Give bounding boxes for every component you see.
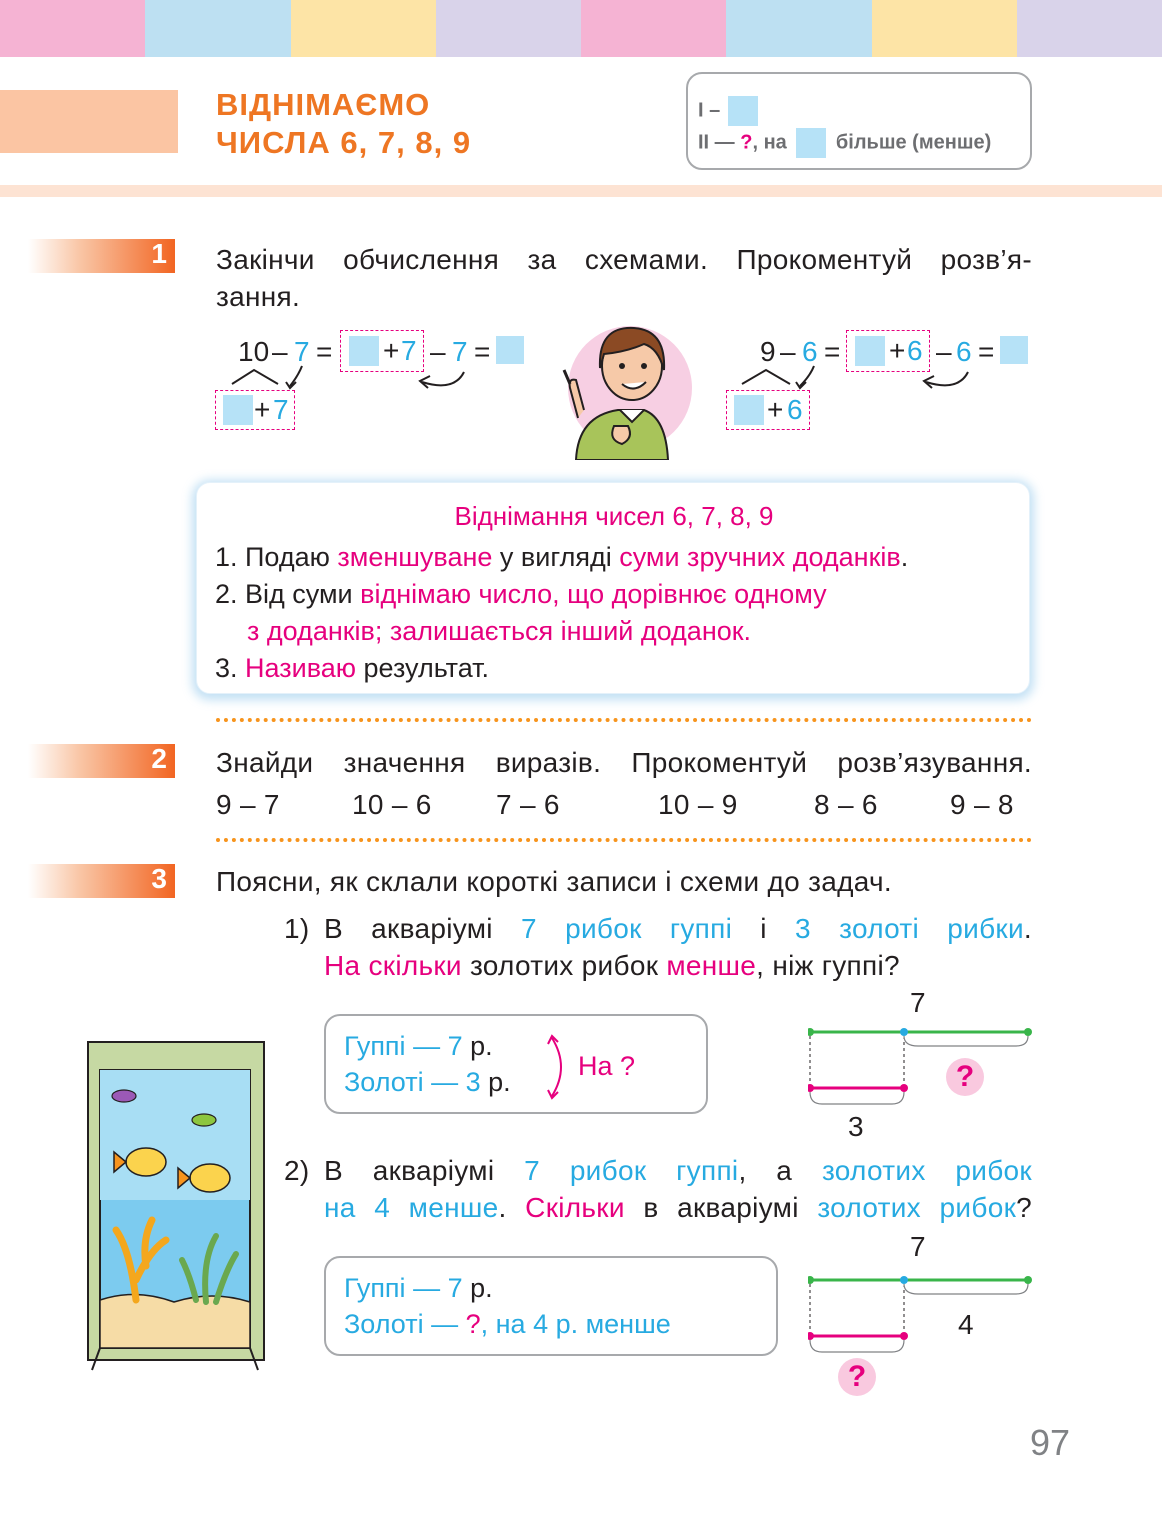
answer-square[interactable] xyxy=(223,395,253,425)
legend-box: І – ІІ — ?, на більше (менше) xyxy=(686,72,1032,170)
problem-2-text: 2) В акваріумі 7 рибок гуппі, а золотих рибок на 4 менше. Скільки в акваріумі золотих рибок? xyxy=(284,1155,1032,1223)
teacher-illustration xyxy=(548,318,692,460)
divider xyxy=(216,718,1032,722)
divider xyxy=(216,838,1032,842)
answer-square[interactable] xyxy=(496,336,524,364)
answer-square[interactable] xyxy=(1000,336,1028,364)
aquarium-illustration xyxy=(86,1040,268,1372)
rule-box xyxy=(196,482,1030,694)
question-icon: ? xyxy=(838,1358,876,1396)
task2-expressions: 9 – 7 10 – 6 7 – 6 10 – 9 8 – 6 9 – 8 xyxy=(216,789,1014,820)
color-strip xyxy=(0,0,1162,57)
scheme-a-split-box: + 7 xyxy=(215,390,295,430)
page-title: ВІДНІМАЄМО ЧИСЛА 6, 7, 8, 9 xyxy=(216,87,472,160)
answer-square[interactable] xyxy=(734,395,764,425)
question-icon: ? xyxy=(946,1058,984,1096)
header-rule xyxy=(0,185,1162,197)
segment-diagram xyxy=(808,1266,1034,1356)
page-number: 97 xyxy=(1030,1422,1071,1463)
problem-2-short-note: Гуппі — 7 р. Золоті — ?, на 4 р. менше xyxy=(324,1256,778,1356)
scheme-b-sum-box: + 6 xyxy=(846,330,930,372)
problem-1-text: 1) В акваріумі 7 рибок гуппі і 3 золоті рибки. На скільки золотих рибок менше, ніж гуппі? xyxy=(284,913,1032,981)
scheme-a-sum-box: + 7 xyxy=(340,330,424,372)
problem-1-scheme: 7 ? 3 xyxy=(808,984,1034,1144)
compare-arrow-icon xyxy=(544,1032,574,1102)
task-number-2: 2 xyxy=(28,744,175,778)
segment-diagram xyxy=(808,1018,1034,1108)
scheme-b-equation: 9 – 6 = + 6 – 6 = xyxy=(760,336,1060,372)
scheme-a-equation: 10 – 7 = + 7 – 7 = xyxy=(238,336,538,372)
task-number-3: 3 xyxy=(28,864,175,898)
task1-text: Закінчи обчислення за схемами. Прокоментуй розв’я- зання. xyxy=(216,244,1032,312)
problem-1-short-note: Гуппі — 7 р. Золоті — 3 р. На ? xyxy=(324,1014,708,1114)
task2-text: Знайди значення виразів. Прокоментуй розв’язування. xyxy=(216,747,1032,778)
header-band xyxy=(0,90,178,153)
rule-title: Віднімання чисел 6, 7, 8, 9 xyxy=(454,501,774,531)
problem-2-scheme: 7 4 ? xyxy=(808,1228,1034,1398)
task3-text: Поясни, як склали короткі записи і схеми до задач. xyxy=(216,866,893,897)
task-number-1: 1 xyxy=(28,239,175,273)
scheme-b-split-box: + 6 xyxy=(726,390,810,430)
rule-steps: 1. Подаю зменшуване у вигляді суми зручних доданків. 2. Від суми віднімаю число, що дорівнює одному з доданків; залишається інший доданок. 3. Називаю результат. xyxy=(215,542,909,683)
